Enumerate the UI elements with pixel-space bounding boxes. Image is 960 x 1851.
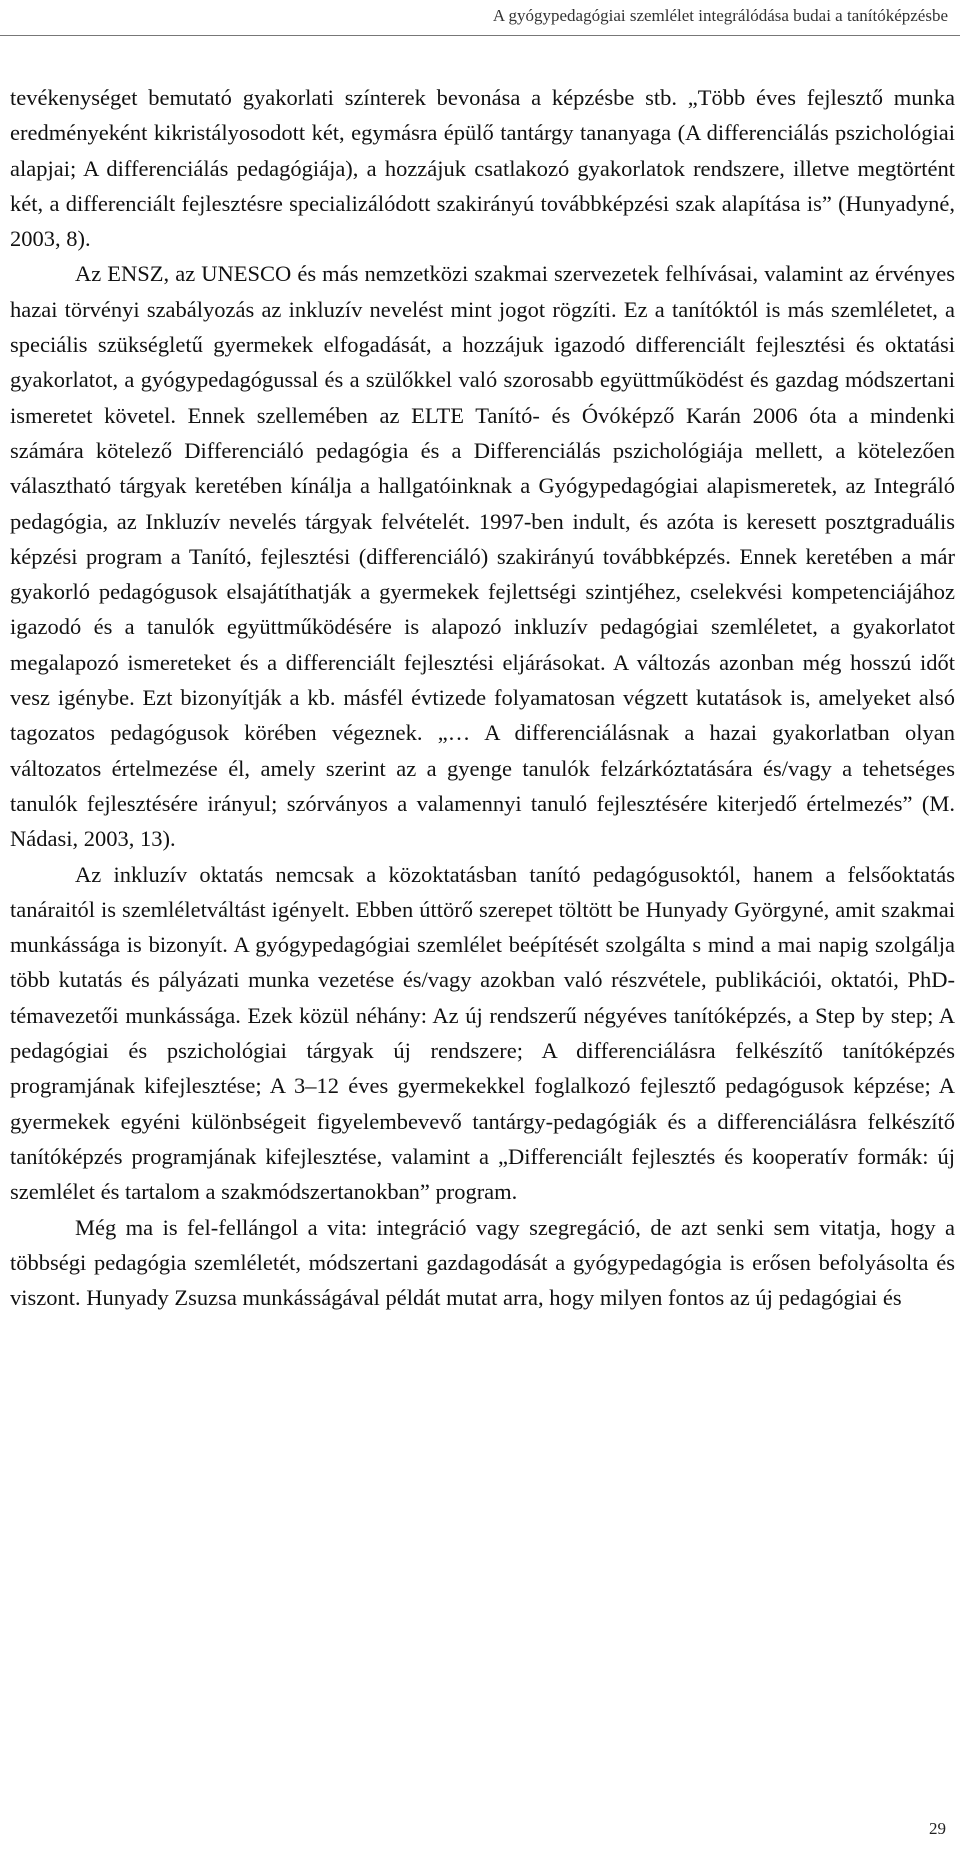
header-divider	[0, 35, 960, 36]
paragraph: tevékenységet bemutató gyakorlati színterek bevonása a képzésbe stb. „Több éves fejlesztő munka eredményeként kikristályosodott két, egymásra épülő tantárgy tananyaga (A differenciálás pszichológiai alapjai; A differenciálás pedagógiája), a hozzájuk csatlakozó gyakorlatok rendszere, illetve megtörtént két, a differenciált fejlesztésre specializálódott szakirányú továbbképzési szak alapítása is” (Hunyadyné, 2003, 8).	[10, 85, 955, 252]
page-number: 29	[929, 1819, 946, 1838]
paragraph: Az ENSZ, az UNESCO és más nemzetközi szakmai szervezetek felhívásai, valamint az érvényes hazai törvényi szabályozás az inkluzív nevelést mint jogot rögzíti. Ez a tanítóktól is más szemléletet, a speciális szükségletű gyermekek elfogadását, a hozzájuk igazodó differenciált fejlesztési és oktatási gyakorlatot, a gyógypedagógussal és a szülőkkel való szorosabb együttműködést és gazdag módszertani ismeretet követel. Ennek szellemében az ELTE Tanító- és Óvóképző Karán 2006 óta a mindenki számára kötelező Differenciáló pedagógia és a Differenciálás pszichológiája mellett, a kötelezően választható tárgyak keretében kínálja a hallgatóinknak a Gyógypedagógiai alapismeretek, az Integráló pedagógia, az Inkluzív nevelés tárgyak felvételét. 1997-ben indult, és azóta is keresett posztgraduális képzési program a Tanító, fejlesztési (differenciáló) szakirányú továbbképzés. Ennek keretében a már gyakorló pedagógusok elsajátíthatják a gyermekek fejlettségi szintjéhez, cselekvési kompetenciájához igazodó és a tanulók együttműködésére is alapozó inkluzív pedagógiai szemléletet, a gyakorlatot megalapozó ismereteket és a differenciált fejlesztési eljárásokat. A változás azonban még hosszú időt vesz igénybe. Ezt bizonyítják a kb. másfél évtizede folyamatosan végzett kutatások is, amelyeket alsó tagozatos pedagógusok körében végeznek. „… A differenciálásnak a hazai gyakorlatban olyan változatos értelmezése él, amely szerint az a gyenge tanulók felzárkóztatására és/vagy a tehetséges tanulók fejlesztésére irányul; szórványos a valamennyi tanuló fejlesztésére kiterjedő értelmezés” (M. Nádasi, 2003, 13).	[10, 261, 955, 852]
paragraph: Az inkluzív oktatás nemcsak a közoktatásban tanító pedagógusoktól, hanem a felsőoktatás tanáraitól is szemléletváltást igényelt. Ebben úttörő szerepet töltött be Hunyady Györgyné, amit szakmai munkássága is bizonyít. A gyógypedagógiai szemlélet beépítését szolgálta s mind a mai napig szolgálja több kutatás és pályázati munka vezetése és/vagy azokban való részvétele, publikációi, oktatói, PhD-témavezetői munkássága. Ezek közül néhány: Az új rendszerű négyéves tanítóképzés, a Step by step; A pedagógiai és pszichológiai tárgyak új rendszere; A differenciálásra felkészítő tanítóképzés programjának kifejlesztése; A 3–12 éves gyermekekkel foglalkozó fejlesztő pedagógusok képzése; A gyermekek egyéni különbségeit figyelembevevő tantárgy-pedagógiák és a differenciálásra felkészítő tanítóképzés programjának kifejlesztése, valamint a „Differenciált fejlesztés és kooperatív formák: új szemlélet és tartalom a szakmódszertanokban” program.	[10, 861, 955, 1205]
body-text	[10, 80, 955, 1315]
running-head: A gyógypedagógiai szemlélet integrálódása budai a tanítóképzésbe	[492, 6, 948, 25]
paragraph: Még ma is fel-fellángol a vita: integráció vagy szegregáció, de azt senki sem vitatja, hogy a többségi pedagógia szemléletét, módszertani gazdagodását a gyógypedagógia is erősen befolyásolta és viszont. Hunyady Zsuzsa munkásságával példát mutat arra, hogy milyen fontos az új pedagógiai és	[10, 1214, 955, 1311]
